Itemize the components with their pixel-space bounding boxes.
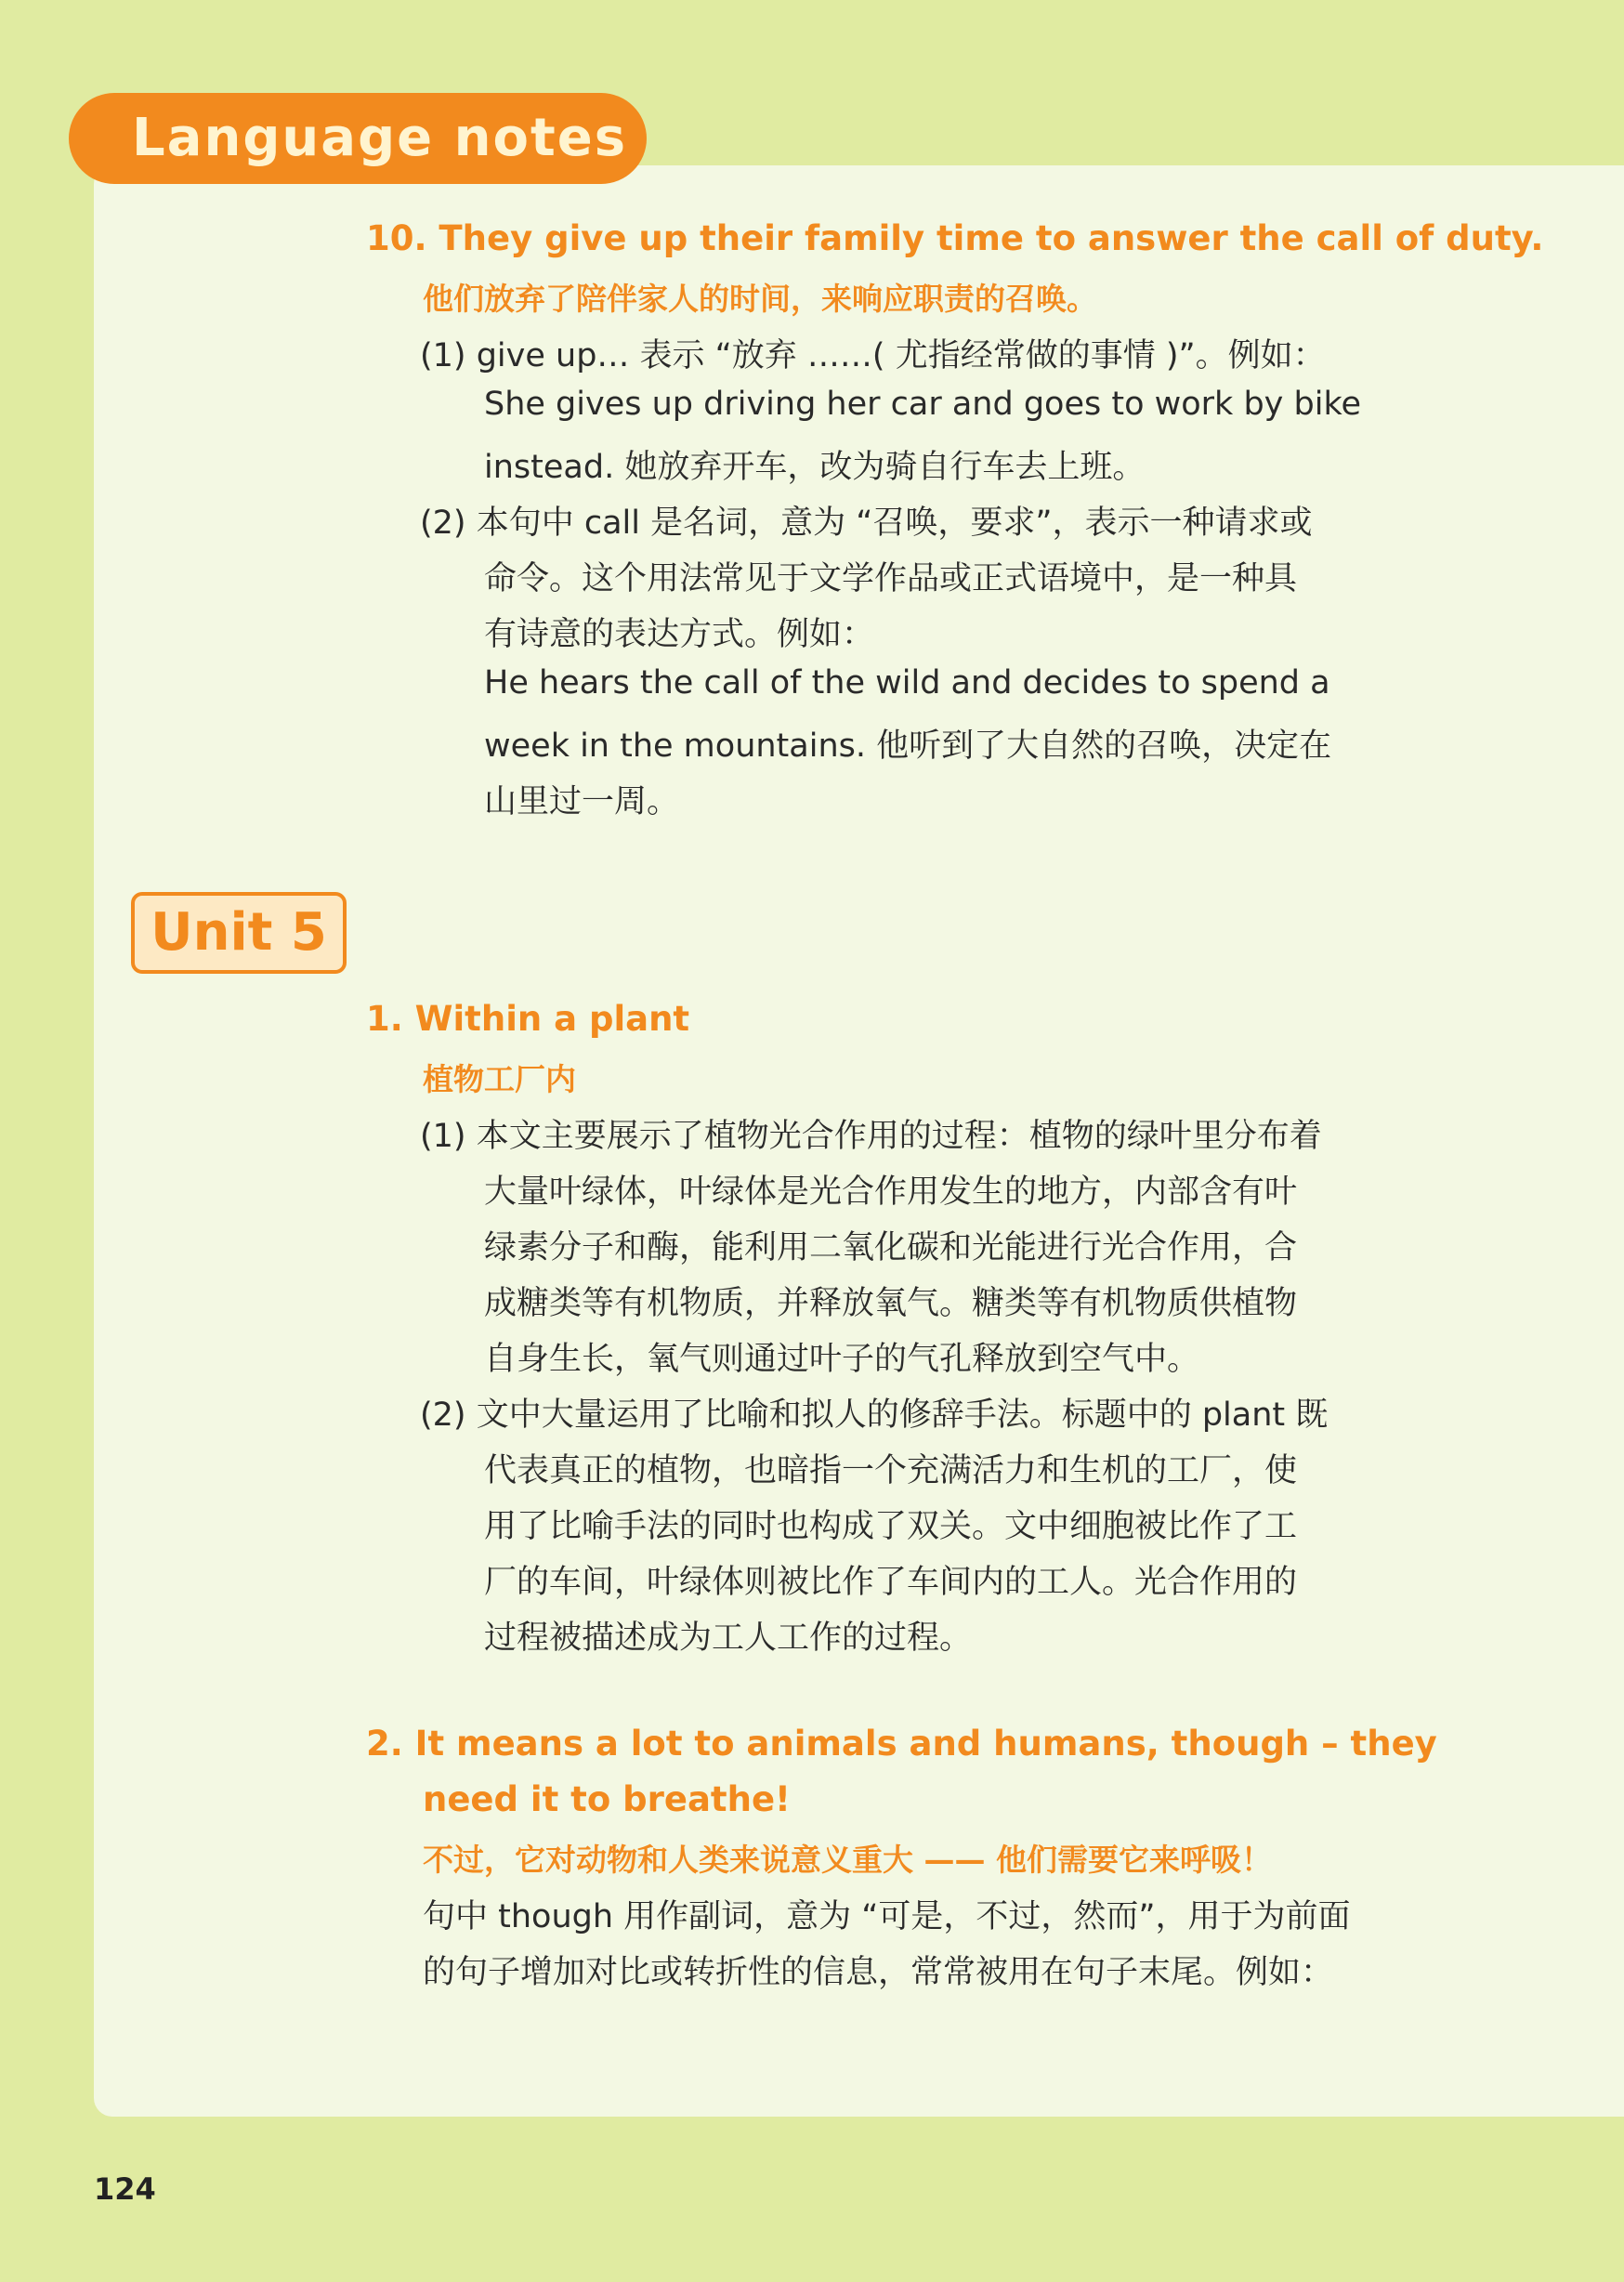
note-10-translation: 他们放弃了陪伴家人的时间，来响应职责的召唤。 <box>423 281 1097 317</box>
unit-badge: Unit 5 <box>131 892 347 974</box>
note-1-point-2-line-5: 过程被描述成为工人工作的过程。 <box>484 1620 973 1657</box>
note-1-point-2-line-4: 厂的车间，叶绿体则被比作了车间内的工人。光合作用的 <box>484 1564 1298 1601</box>
note-1-point-1-line-4: 成糖类等有机物质，并释放氧气。糖类等有机物质供植物 <box>484 1285 1298 1322</box>
note-1-point-1-line-2: 大量叶绿体，叶绿体是光合作用发生的地方，内部含有叶 <box>484 1174 1298 1211</box>
note-1-point-1-line-5: 自身生长，氧气则通过叶子的气孔释放到空气中。 <box>484 1341 1200 1378</box>
note-1-heading: 1. Within a plant <box>366 999 690 1039</box>
section-header-tab: Language notes <box>69 93 647 184</box>
note-1-translation: 植物工厂内 <box>423 1061 576 1097</box>
note-2-body-line-1: 句中 though 用作副词，意为 “可是，不过，然而”，用于为前面 <box>423 1898 1351 1935</box>
note-10-point-2-line-3: 有诗意的表达方式。例如： <box>484 616 875 653</box>
page-number: 124 <box>94 2171 156 2207</box>
note-1-point-2-line-3: 用了比喻手法的同时也构成了双关。文中细胞被比作了工 <box>484 1508 1298 1545</box>
note-10-point-1-line-2: She gives up driving her car and goes to work by bike <box>484 386 1361 423</box>
note-2-heading-line-2: need it to breathe! <box>423 1779 791 1819</box>
note-10-heading: 10. They give up their family time to answer the call of duty. <box>366 218 1544 258</box>
note-2-translation: 不过，它对动物和人类来说意义重大 —— 他们需要它来呼吸！ <box>423 1842 1272 1878</box>
note-10-point-2-line-5: week in the mountains. 他听到了大自然的召唤，决定在 <box>484 728 1332 765</box>
note-1-point-2-line-2: 代表真正的植物，也暗指一个充满活力和生机的工厂，使 <box>484 1452 1298 1489</box>
note-1-point-2-line-1: (2) 文中大量运用了比喻和拟人的修辞手法。标题中的 plant 既 <box>420 1397 1329 1434</box>
note-1-point-1-line-3: 绿素分子和酶，能利用二氧化碳和光能进行光合作用，合 <box>484 1229 1298 1266</box>
note-10-point-2-line-4: He hears the call of the wild and decides to spend a <box>484 664 1330 702</box>
note-10-point-2-line-1: (2) 本句中 call 是名词，意为 “召唤，要求”，表示一种请求或 <box>420 505 1313 542</box>
note-2-body-line-2: 的句子增加对比或转折性的信息，常常被用在句子末尾。例如： <box>423 1954 1334 1991</box>
note-10-point-1-line-1: (1) give up… 表示 “放弃 ……( 尤指经常做的事情 )”。例如： <box>420 337 1326 374</box>
note-10-point-2-line-2: 命令。这个用法常见于文学作品或正式语境中，是一种具 <box>484 560 1298 597</box>
note-2-heading-line-1: 2. It means a lot to animals and humans, though – they <box>366 1724 1437 1764</box>
note-1-point-1-line-1: (1) 本文主要展示了植物光合作用的过程：植物的绿叶里分布着 <box>420 1118 1322 1155</box>
note-10-point-1-line-3: instead. 她放弃开车，改为骑自行车去上班。 <box>484 449 1146 486</box>
note-10-point-2-line-6: 山里过一周。 <box>484 783 680 820</box>
